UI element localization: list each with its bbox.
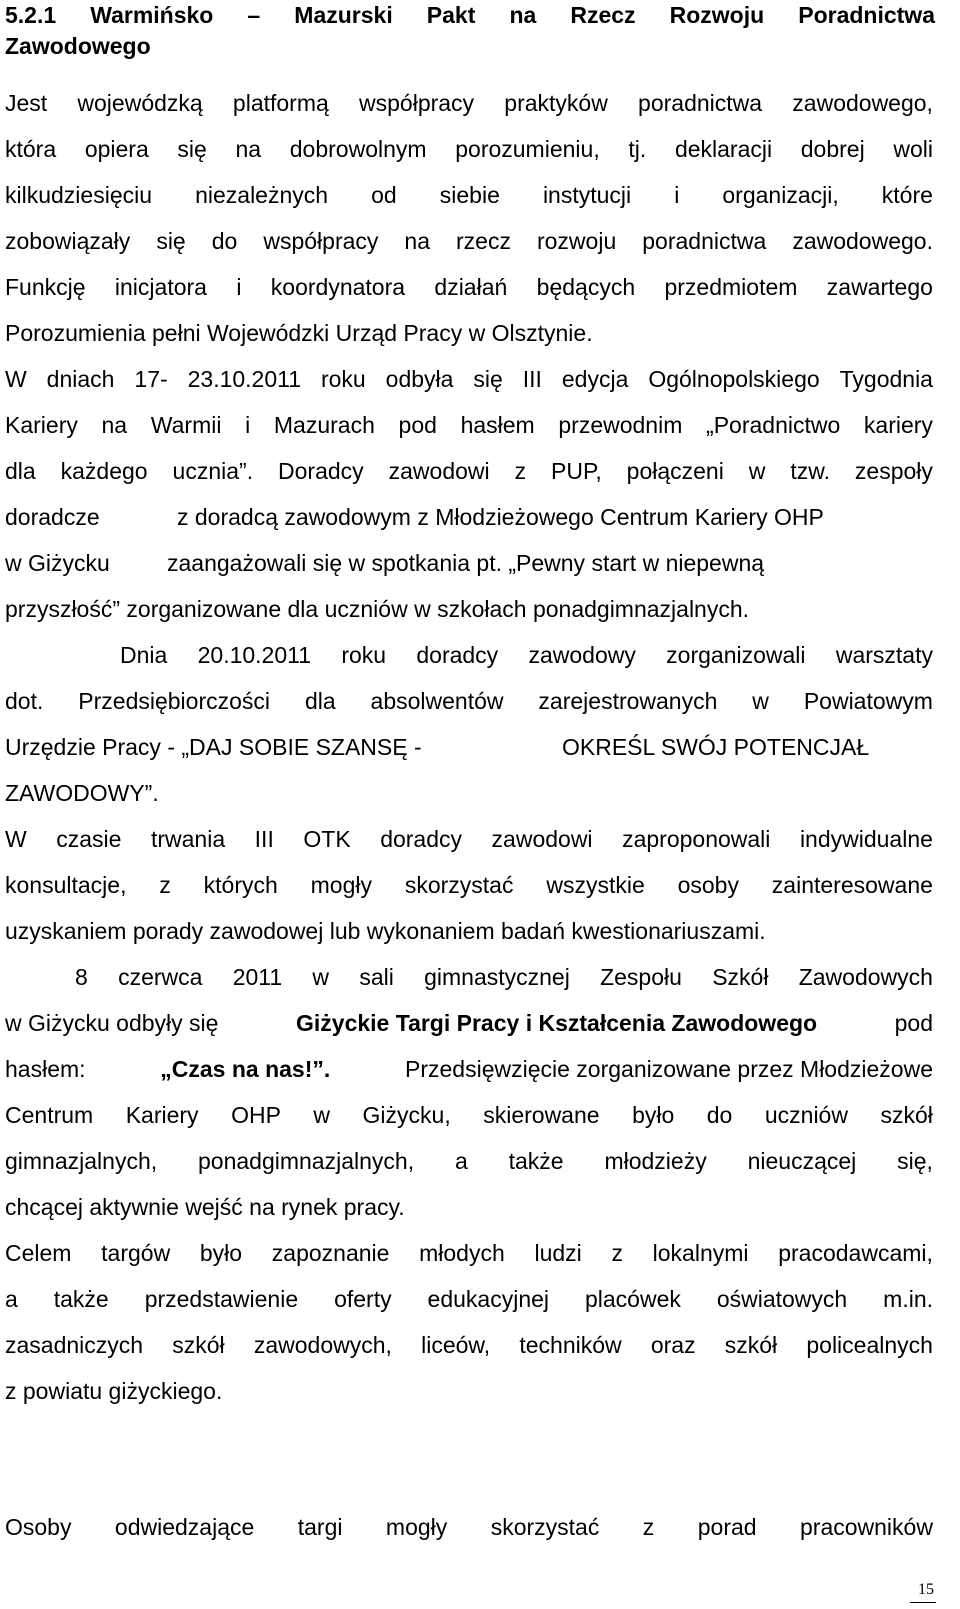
word: zawodowych,: [253, 1332, 392, 1358]
text-line: z powiatu giżyckiego.: [5, 1378, 223, 1404]
word: skorzystać: [404, 872, 514, 898]
page-number-rule: [910, 1602, 936, 1603]
text-line: [5, 1284, 933, 1314]
word: Powiatowym: [803, 688, 933, 714]
text-fragment: z doradcą zawodowym z Młodzieżowego Centrum Kariery OHP: [177, 504, 824, 530]
word: od: [371, 182, 397, 208]
word: porad: [697, 1514, 757, 1540]
word: zainteresowane: [771, 872, 933, 898]
text-fragment: zaangażowali się w spotkania pt. „Pewny start w niepewną: [167, 550, 765, 576]
word: pracowników: [800, 1514, 933, 1540]
text-line: Porozumienia pełni Wojewódzki Urząd Pracy w Olsztynie.: [5, 320, 593, 346]
word: do: [211, 228, 238, 254]
word: odwiedzające: [114, 1514, 255, 1540]
word: m.in.: [883, 1286, 933, 1312]
word: Ogólnopolskiego: [648, 366, 820, 392]
word: roku: [320, 366, 366, 392]
word: pod: [398, 412, 437, 438]
word: zobowiązały: [5, 228, 131, 254]
word: liceów,: [421, 1332, 491, 1358]
word: Tygodnia: [839, 366, 933, 392]
word: osoby: [677, 872, 739, 898]
word: deklaracji: [674, 136, 773, 162]
word: koordynatora: [270, 274, 406, 300]
word: woli: [893, 136, 933, 162]
word: ponadgimnazjalnych,: [198, 1148, 415, 1174]
text-line: chcącej aktywnie wejść na rynek pracy.: [5, 1194, 405, 1220]
word: rzecz: [456, 228, 511, 254]
word: edycja: [561, 366, 629, 392]
word: mogły: [310, 872, 372, 898]
word: uczniów: [764, 1102, 848, 1128]
text-line: [5, 364, 933, 394]
text-line: [5, 226, 933, 256]
word: współpracy: [263, 228, 379, 254]
word: z: [611, 1240, 623, 1266]
text-line: uzyskaniem porady zawodowej lub wykonaniem badań kwestionariuszami.: [5, 918, 766, 944]
word: Kariery: [125, 1102, 199, 1128]
word: także: [53, 1286, 109, 1312]
word: i: [245, 412, 251, 438]
word: dobrej: [800, 136, 865, 162]
word: na: [235, 136, 262, 162]
text-fragment: OKREŚL SWÓJ POTENCJAŁ: [562, 734, 870, 760]
word: poradnictwa: [638, 90, 763, 116]
word: lokalnymi: [652, 1240, 749, 1266]
word: 2011: [232, 964, 283, 990]
word: dla: [304, 688, 336, 714]
word: dniach: [46, 366, 115, 392]
word: skorzystać: [490, 1514, 600, 1540]
page-number: 15: [918, 1581, 934, 1598]
word: kilkudziesięciu: [5, 182, 153, 208]
text-fragment: hasłem:: [5, 1056, 86, 1082]
word: przedmiotem: [664, 274, 798, 300]
text-fragment: Urzędzie Pracy - „DAJ SOBIE SZANSĘ -: [5, 734, 422, 760]
word: się: [156, 228, 186, 254]
word: się,: [897, 1148, 933, 1174]
word: Celem: [5, 1240, 72, 1266]
word: targi: [297, 1514, 343, 1540]
text-line: [5, 732, 933, 762]
text-line: [5, 180, 933, 210]
text-line: [5, 502, 933, 532]
word: Kariery: [5, 412, 78, 438]
text-fragment: doradcze: [5, 504, 100, 530]
word: Doradcy: [278, 458, 364, 484]
word: 17-: [134, 366, 168, 392]
word: zawodowi: [388, 458, 490, 484]
word: doradcy: [416, 642, 499, 668]
word: i: [674, 182, 680, 208]
word: współpracy: [359, 90, 475, 116]
word: z: [642, 1514, 655, 1540]
word: młodych: [419, 1240, 505, 1266]
word: III: [522, 366, 542, 392]
word: do: [706, 1102, 733, 1128]
word: z: [514, 458, 527, 484]
text-line: przyszłość” zorganizowane dla uczniów w szkołach ponadgimnazjalnych.: [5, 596, 750, 622]
word: zarejestrowanych: [538, 688, 718, 714]
word: oświatowych: [716, 1286, 848, 1312]
word: zawodowi: [491, 826, 593, 852]
word: W: [5, 826, 27, 852]
word: Zespołu: [600, 964, 682, 990]
word: gimnastycznej: [424, 964, 570, 990]
word: kariery: [863, 412, 933, 438]
word: w: [313, 1102, 331, 1128]
word: na: [404, 228, 430, 254]
word: zawodowego,: [792, 90, 933, 116]
word: tzw.: [790, 458, 830, 484]
word: a: [454, 1148, 468, 1174]
word: zawartego: [826, 274, 933, 300]
word: W: [5, 366, 27, 392]
word: skierowane: [483, 1102, 600, 1128]
word: w: [752, 688, 769, 714]
word: „Poradnictwo: [706, 412, 841, 438]
word: rozwoju: [536, 228, 617, 254]
text-line: [5, 1146, 933, 1176]
word: których: [203, 872, 278, 898]
text-fragment: w Giżycku odbyły się: [5, 1010, 219, 1036]
text-line: [5, 134, 933, 164]
word: zorganizowali: [666, 642, 806, 668]
text-line: [5, 870, 933, 900]
text-line: [5, 410, 933, 440]
word: przedstawienie: [144, 1286, 299, 1312]
text-line: [5, 272, 933, 302]
word: zapoznanie: [271, 1240, 390, 1266]
word: hasłem: [460, 412, 535, 438]
word: konsultacje,: [5, 872, 127, 898]
word: roku: [341, 642, 387, 668]
word: szkół: [724, 1332, 778, 1358]
word: trwania: [150, 826, 226, 852]
text-line: [5, 1054, 933, 1084]
word: w: [748, 458, 766, 484]
word: nieuczącej: [747, 1148, 857, 1174]
word: sali: [359, 964, 394, 990]
text-line: [5, 1512, 933, 1542]
word: 20.10.2011: [197, 642, 312, 668]
word: szkół: [880, 1102, 933, 1128]
word: pracodawcami,: [778, 1240, 933, 1266]
word: 8: [75, 964, 88, 990]
event-name: Giżyckie Targi Pracy i Kształcenia Zawodowego: [296, 1010, 818, 1036]
word: indywidualne: [799, 826, 933, 852]
text-line: [5, 1100, 933, 1130]
text-line: [5, 456, 933, 486]
word: młodzieży: [604, 1148, 707, 1174]
word: odbyła: [385, 366, 454, 392]
word: się: [177, 136, 207, 162]
word: każdego: [60, 458, 148, 484]
word: czerwca: [118, 964, 203, 990]
word: poradnictwa: [642, 228, 767, 254]
word: zawodowego.: [792, 228, 933, 254]
word: opiera: [84, 136, 149, 162]
word: doradcy: [380, 826, 463, 852]
word: Jest: [5, 90, 48, 116]
word: także: [508, 1148, 564, 1174]
word: Funkcję: [5, 274, 86, 300]
word: 23.10.2011: [187, 366, 302, 392]
word: III: [254, 826, 274, 852]
word: na: [101, 412, 128, 438]
word: dot.: [5, 688, 44, 714]
text-line: ZAWODOWY”.: [5, 780, 159, 806]
word: w: [312, 964, 330, 990]
word: Szkół: [712, 964, 769, 990]
text-line: [120, 640, 933, 670]
word: się: [473, 366, 503, 392]
word: zawodowy: [528, 642, 636, 668]
word: tj.: [628, 136, 647, 162]
word: praktyków: [504, 90, 608, 116]
word: działań: [434, 274, 508, 300]
word: przewodnim: [558, 412, 683, 438]
word: inicjatora: [114, 274, 207, 300]
word: wszystkie: [546, 872, 645, 898]
word: platformą: [232, 90, 329, 116]
word: Mazurach: [273, 412, 375, 438]
word: Przedsiębiorczości: [78, 688, 271, 714]
text-line: [5, 1238, 933, 1268]
word: absolwentów: [370, 688, 504, 714]
word: Zawodowych: [798, 964, 933, 990]
word: targów: [101, 1240, 171, 1266]
word: a: [5, 1286, 18, 1312]
word: zaproponowali: [622, 826, 771, 852]
word: zasadniczych: [5, 1332, 144, 1358]
text-line: [5, 686, 933, 716]
text-line: [5, 88, 933, 118]
word: dla: [5, 458, 36, 484]
event-slogan: „Czas na nas!”.: [160, 1056, 331, 1082]
text-fragment: pod: [894, 1010, 933, 1036]
text-line: [5, 1008, 933, 1038]
text-line: [5, 548, 933, 578]
word: ludzi: [534, 1240, 582, 1266]
text-line: [75, 962, 933, 992]
word: było: [199, 1240, 243, 1266]
word: OHP: [231, 1102, 281, 1128]
word: warsztaty: [835, 642, 933, 668]
word: techników: [519, 1332, 622, 1358]
word: Warmii: [150, 412, 222, 438]
section-heading: 5.2.1 Warmińsko – Mazurski Pakt na Rzecz Rozwoju Poradnictwa Zawodowego: [5, 2, 935, 59]
word: edukacyjnej: [427, 1286, 550, 1312]
text-line: [5, 824, 933, 854]
word: porozumieniu,: [455, 136, 600, 162]
word: instytucji: [542, 182, 632, 208]
word: Centrum: [5, 1102, 94, 1128]
word: połączeni: [626, 458, 724, 484]
word: policealnych: [806, 1332, 933, 1358]
word: będących: [536, 274, 636, 300]
word: czasie: [56, 826, 122, 852]
word: było: [632, 1102, 675, 1128]
word: dobrowolnym: [289, 136, 427, 162]
word: wojewódzką: [77, 90, 203, 116]
word: zespoły: [854, 458, 933, 484]
word: gimnazjalnych,: [5, 1148, 158, 1174]
word: ucznia”.: [172, 458, 254, 484]
word: które: [881, 182, 933, 208]
word: Osoby: [5, 1514, 72, 1540]
word: z: [159, 872, 171, 898]
text-fragment: Przedsięwzięcie zorganizowane przez Młodzieżowe: [405, 1056, 933, 1082]
word: organizacji,: [722, 182, 839, 208]
word: Dnia: [120, 642, 168, 668]
word: mogły: [385, 1514, 448, 1540]
word: oferty: [334, 1286, 392, 1312]
word: szkół: [172, 1332, 225, 1358]
word: która: [5, 136, 57, 162]
word: niezależnych: [195, 182, 329, 208]
word: i: [236, 274, 242, 300]
word: oraz: [650, 1332, 696, 1358]
text-line: [5, 1330, 933, 1360]
word: Giżycku,: [362, 1102, 451, 1128]
word: PUP,: [551, 458, 602, 484]
word: siebie: [439, 182, 500, 208]
text-fragment: w Giżycku: [5, 550, 110, 576]
word: placówek: [584, 1286, 681, 1312]
word: OTK: [303, 826, 351, 852]
